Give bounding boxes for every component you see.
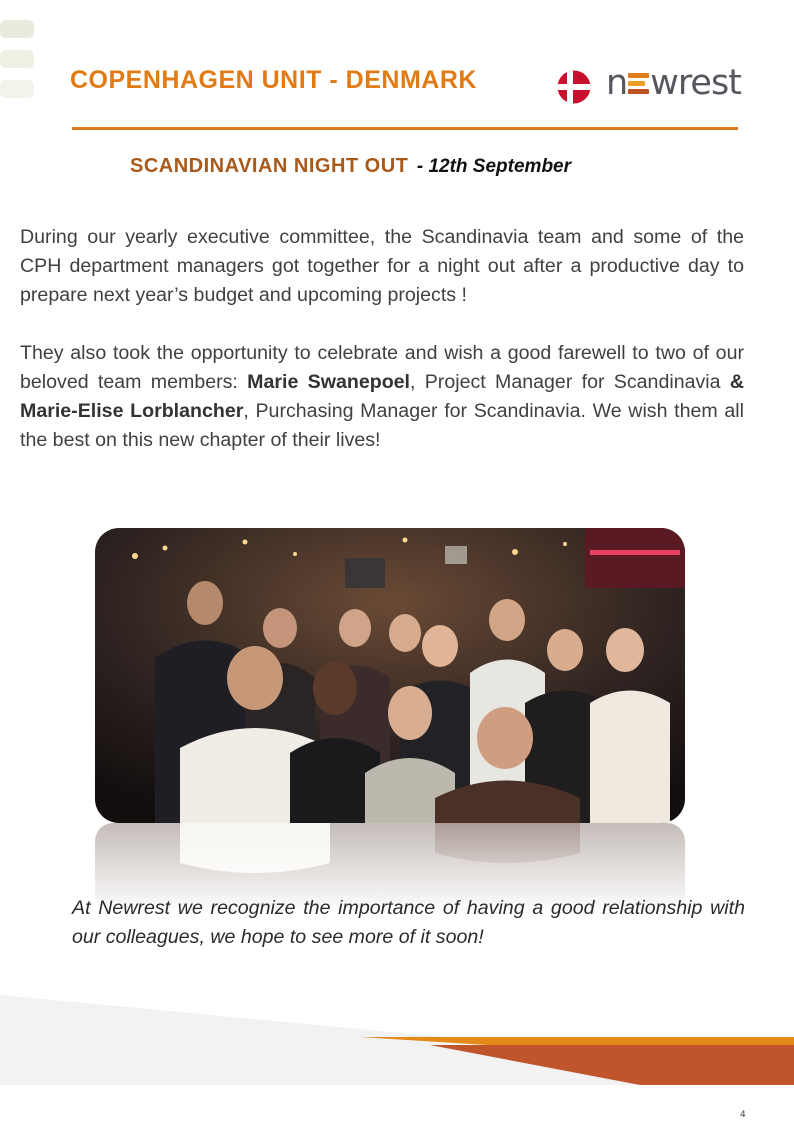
event-heading xyxy=(130,155,571,178)
logo-text-right: wrest xyxy=(650,63,741,103)
intro-paragraph: During our yearly executive committee, the Scandinavia team and some of the CPH department managers got together for a night out after a productive day to prepare next year’s budget and upcoming projects ! xyxy=(20,226,744,306)
page-number: 4 xyxy=(740,1110,746,1120)
farewell-paragraph xyxy=(20,339,744,455)
unit-title: COPENHAGEN UNIT - DENMARK xyxy=(70,66,477,94)
event-title: SCANDINAVIAN NIGHT OUT xyxy=(130,155,409,177)
person1-role: , Project Manager for Scandinavia xyxy=(410,371,730,393)
person1-name: Marie Swanepoel xyxy=(247,371,410,393)
group-photo xyxy=(95,528,685,823)
person2-name: Marie-Elise Lorblancher xyxy=(20,400,244,422)
closing-quote: At Newrest we recognize the importance of having a good relationship with our colleagues, we hope to see more of it soon! xyxy=(72,897,745,948)
farewell-intro: They also took the opportunity to celebrate and wish a good farewell to two of our beloved team members: xyxy=(20,342,744,393)
event-date: - 12th September xyxy=(416,156,572,177)
person2-role: , Purchasing Manager for Scandinavia. We wish them all the best on this new chapter of their lives! xyxy=(20,400,745,451)
denmark-flag-icon xyxy=(557,70,591,104)
newrest-logo xyxy=(606,63,741,103)
footer-decoration xyxy=(0,985,794,1085)
group-photo-icon xyxy=(95,528,685,823)
corner-decoration xyxy=(0,18,40,108)
logo-text-left: n xyxy=(606,63,628,103)
header-divider xyxy=(72,127,738,130)
ampersand: & xyxy=(729,371,744,393)
logo-e-icon xyxy=(628,71,649,95)
